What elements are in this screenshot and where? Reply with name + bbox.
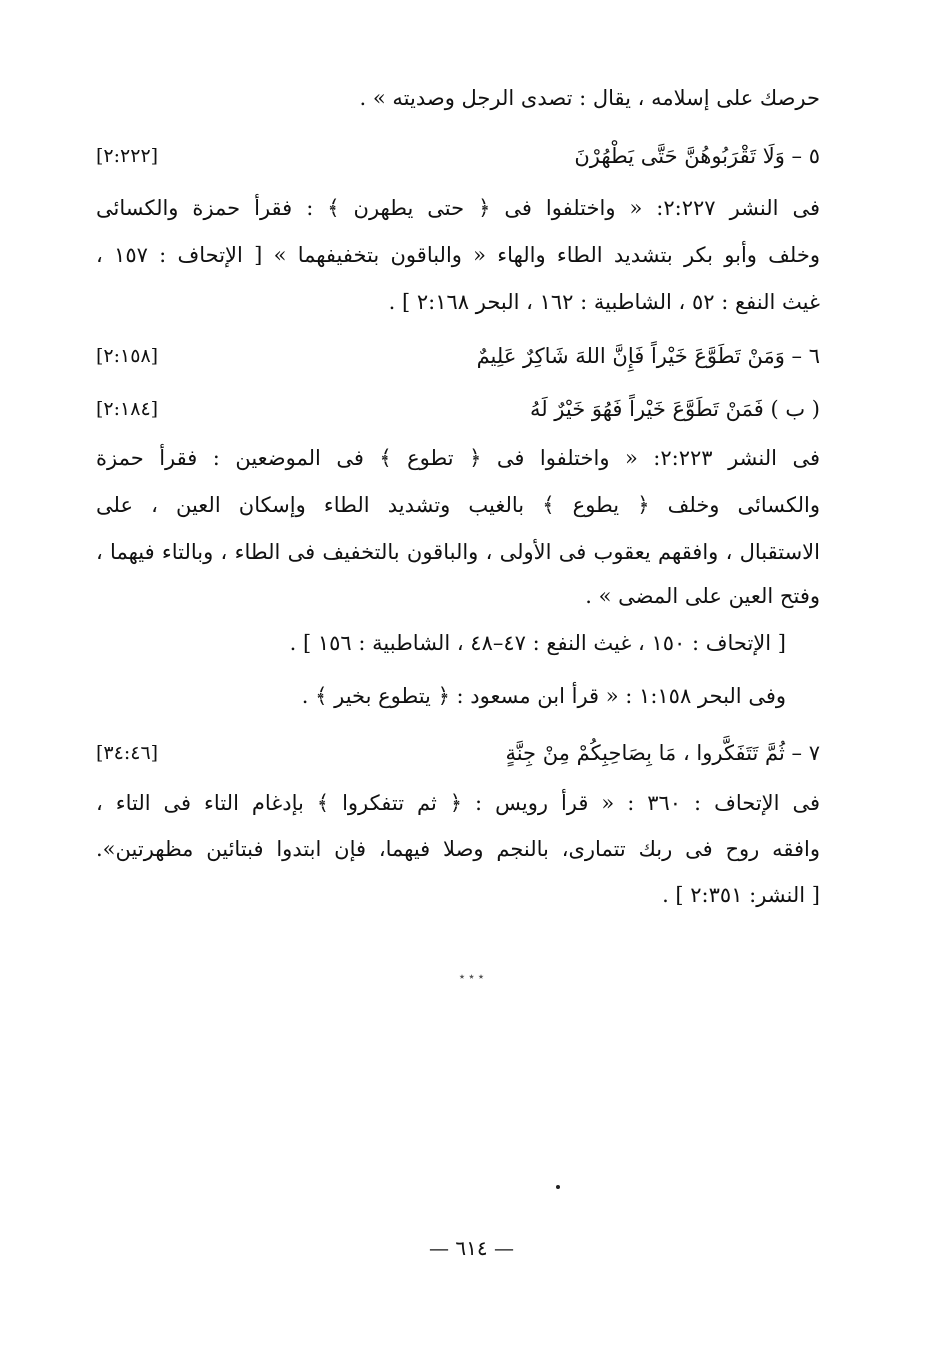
stray-dot-mark — [556, 1185, 560, 1189]
text-line-10: وفى البحر ١:١٥٨ : « قرأ ابن مسعود : ﴿ يتطوع بخير ﴾ . — [301, 684, 786, 708]
verse-reference: [٢:١٨٤] — [96, 398, 159, 420]
verse-6 — [96, 340, 820, 372]
text-line-13: [ النشر: ٢:٣٥١ ] . — [662, 883, 820, 907]
text-line-6: والكسائى وخلف ﴿ يطوع ﴾ بالغيب وتشديد الطاء وإسكان العين ، على — [96, 493, 820, 517]
text-line-9: [ الإتحاف : ١٥٠ ، غيث النفع : ٤٧–٤٨ ، الشاطبية : ١٥٦ ] . — [289, 631, 786, 655]
page-number: — ٦١٤ — — [429, 1236, 514, 1260]
verse-text: ٧ – ثُمَّ تَتَفَكَّروا ، مَا بِصَاحِبِكُمْ مِنْ جِنَّةٍ — [505, 741, 820, 765]
text-line-7: الاستقبال ، وافقهم يعقوب فى الأولى ، والباقون بالتخفيف فى الطاء ، وبالتاء فيهما ، — [96, 540, 820, 564]
verse-5 — [96, 140, 820, 172]
verse-6b — [96, 393, 820, 425]
text-line-2: فى النشر ٢:٢٢٧: « واختلفوا فى ﴿ حتى يطهرن ﴾ : فقرأ حمزة والكسائى — [96, 196, 820, 220]
text-line-8: وفتح العين على المضى » . — [585, 584, 820, 608]
text-line-1: حرصك على إسلامه ، يقال : تصدى الرجل وصديته » . — [359, 86, 820, 110]
verse-text: ٦ – وَمَنْ تَطَوَّعَ خَيْراً فَإِنَّ اللهَ شَاكِرٌ عَلِيمٌ — [476, 344, 820, 368]
verse-text: ( ب ) فَمَنْ تَطَوَّعَ خَيْراً فَهُوَ خَيْرٌ لَهُ — [529, 397, 820, 421]
section-separator: ٭ ٭ ٭ — [459, 970, 484, 983]
verse-text: ٥ – وَلَا تَقْرَبُوهُنَّ حَتَّى يَطْهُرْنَ — [574, 144, 820, 168]
verse-7 — [96, 737, 820, 769]
text-line-3: وخلف وأبو بكر بتشديد الطاء والهاء « والباقون بتخفيفهما » [ الإتحاف : ١٥٧ ، — [96, 243, 820, 267]
text-line-5: فى النشر ٢:٢٢٣: « واختلفوا فى ﴿ تطوع ﴾ فى الموضعين : فقرأ حمزة — [96, 446, 820, 470]
verse-reference: [٣٤:٤٦] — [96, 742, 159, 764]
text-line-11: فى الإتحاف : ٣٦٠ : « قرأ رويس : ﴿ ثم تتفكروا ﴾ بإدغام التاء فى التاء ، — [96, 791, 820, 815]
verse-reference: [٢:١٥٨] — [96, 345, 159, 367]
verse-reference: [٢:٢٢٢] — [96, 145, 159, 167]
text-line-12: وافقه روح فى ربك تتمارى، بالنجم وصلا فيهما، فإن ابتدوا فبتائين مظهرتين». — [96, 837, 820, 861]
text-line-4: غيث النفع : ٥٢ ، الشاطبية : ١٦٢ ، البحر ٢:١٦٨ ] . — [388, 290, 820, 314]
